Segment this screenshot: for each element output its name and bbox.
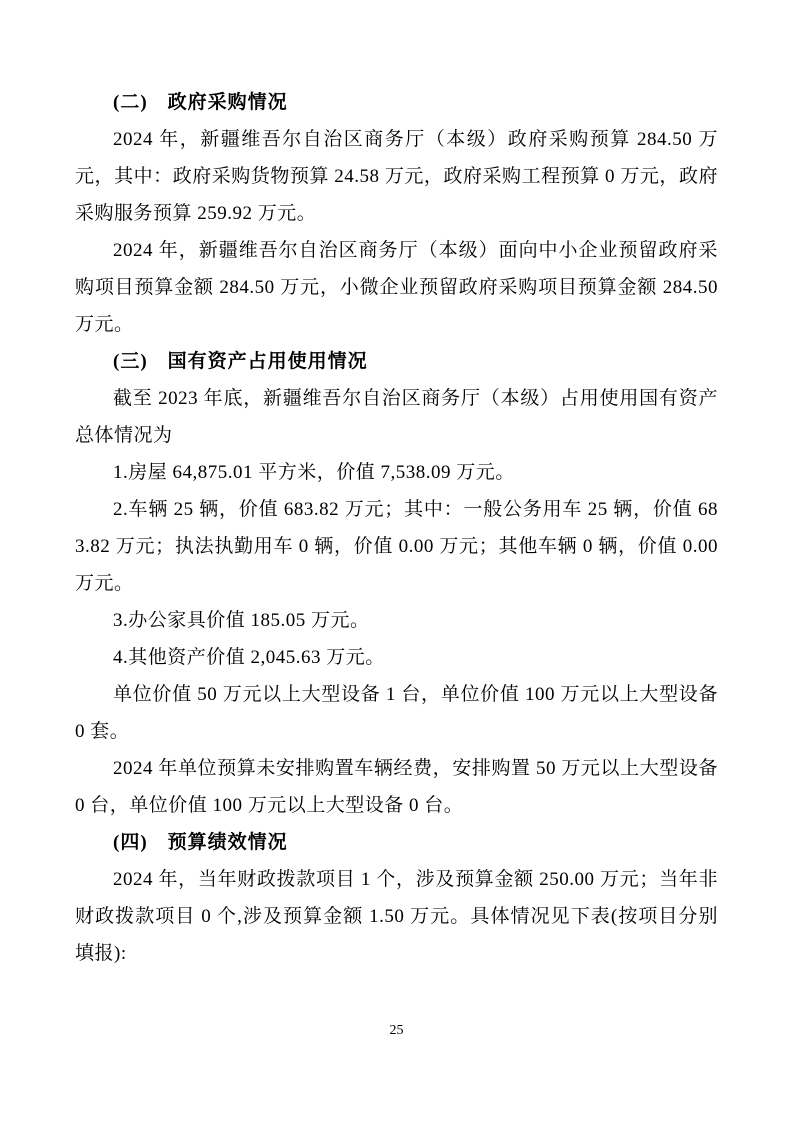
document-body (75, 84, 718, 972)
section-heading-government-procurement: (二) 政府采购情况 (113, 92, 288, 113)
paragraph-assets-other: 4.其他资产价值 2,045.63 万元。 (113, 647, 385, 668)
section-heading-budget-performance: (四) 预算绩效情况 (113, 832, 288, 853)
paragraph-assets-overview: 截至 2023 年底，新疆维吾尔自治区商务厅（本级）占用使用国有资产总体情况为 (75, 388, 718, 446)
paragraph-performance-projects: 2024 年，当年财政拨款项目 1 个，涉及预算金额 250.00 万元；当年非财政拨款项目 0 个,涉及预算金额 1.50 万元。具体情况见下表(按项目分别填报): (75, 869, 718, 964)
section-heading-state-assets: (三) 国有资产占用使用情况 (113, 351, 368, 372)
paragraph-procurement-sme-reserve: 2024 年，新疆维吾尔自治区商务厅（本级）面向中小企业预留政府采购项目预算金额 284.50 万元，小微企业预留政府采购项目预算金额 284.50 万元。 (75, 240, 718, 335)
paragraph-large-equipment: 单位价值 50 万元以上大型设备 1 台，单位价值 100 万元以上大型设备 0 套。 (75, 684, 718, 742)
paragraph-assets-housing: 1.房屋 64,875.01 平方米，价值 7,538.09 万元。 (113, 462, 515, 483)
paragraph-2024-purchase-plan: 2024 年单位预算未安排购置车辆经费，安排购置 50 万元以上大型设备 0 台，单位价值 100 万元以上大型设备 0 台。 (75, 758, 718, 816)
paragraph-assets-vehicles: 2.车辆 25 辆，价值 683.82 万元；其中：一般公务用车 25 辆，价值 683.82 万元；执法执勤用车 0 辆，价值 0.00 万元；其他车辆 0 辆，价值 0.00 万元。 (75, 499, 718, 594)
paragraph-procurement-budget: 2024 年，新疆维吾尔自治区商务厅（本级）政府采购预算 284.50 万元，其中：政府采购货物预算 24.58 万元，政府采购工程预算 0 万元，政府采购服务预算 259.92 万元。 (75, 129, 718, 224)
page-footer (0, 1021, 793, 1039)
paragraph-assets-furniture: 3.办公家具价值 185.05 万元。 (113, 610, 370, 631)
page-number: 25 (389, 1023, 404, 1038)
